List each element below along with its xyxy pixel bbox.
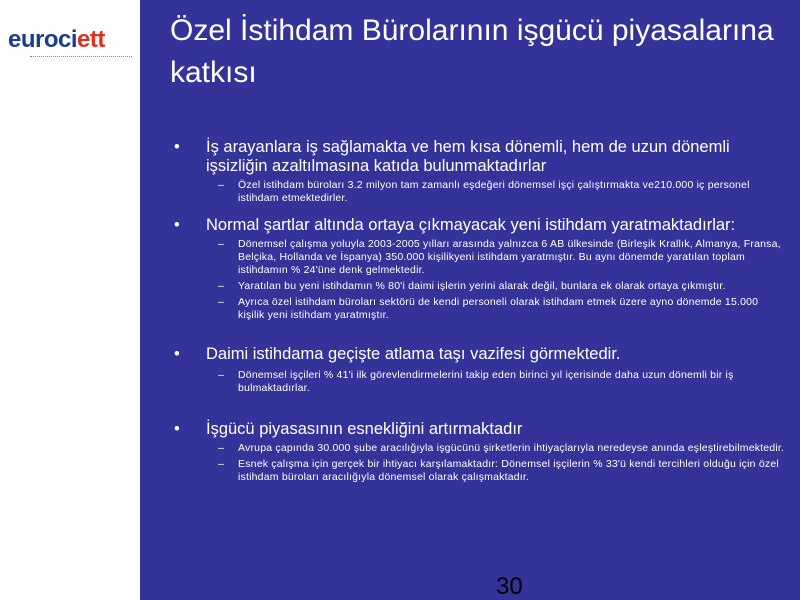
- bullet-icon: •: [174, 138, 180, 156]
- bullet-text: Normal şartlar altında ortaya çıkmayacak yeni istihdam yaratmaktadırlar:: [206, 216, 736, 234]
- sub-bullet-text: Dönemsel işçileri % 41'i ilk görevlendirmelerini takip eden birinci yıl içerisinde daha uzun dönemli bir iş bulmaktadırlar.: [238, 369, 734, 394]
- dash-icon: –: [218, 296, 225, 308]
- bullet-item: [172, 345, 787, 364]
- page-number: 30: [496, 573, 523, 600]
- bullet-icon: •: [174, 420, 180, 438]
- sub-bullet-item: [172, 458, 787, 484]
- logo-tagline-line: [30, 56, 132, 59]
- bullet-item: [172, 138, 787, 176]
- bullet-text: Daimi istihdama geçişte atlama taşı vazifesi görmektedir.: [206, 345, 621, 363]
- logo-text-accent: ett: [77, 26, 105, 53]
- sub-bullet-item: [172, 179, 787, 205]
- sub-bullet-text: Dönemsel çalışma yoluyla 2003-2005 yılları arasında yalnızca 6 AB ülkesinde (Birleşik Krallık, Almanya, Fransa, Belçika, Hollanda ve İspanya) 350.000 kişilikyeni istihdam yaratmıştır. Bu aynı dönemde yaratılan toplam istihdamın % 24'üne denk gelmektedir.: [238, 238, 781, 276]
- sub-bullet-text: Esnek çalışma için gerçek bir ihtiyacı karşılamaktadır: Dönemsel işçilerin % 33'ü kendi tercihleri olduğu için özel istihdam büroları aracılığıyla dönemsel olarak çalışmaktadır.: [238, 458, 779, 483]
- sub-bullet-item: [172, 442, 787, 455]
- dash-icon: –: [218, 238, 225, 250]
- bullet-icon: •: [174, 345, 180, 363]
- sub-bullet-text: Özel istihdam büroları 3.2 milyon tam zamanlı eşdeğeri dönemsel işçi çalıştırmakta ve210.000 iç personel istihdam etmektedirler.: [238, 179, 750, 204]
- sub-bullet-item: [172, 238, 787, 277]
- dash-icon: –: [218, 458, 225, 470]
- bullet-text: İş arayanlara iş sağlamakta ve hem kısa dönemli, hem de uzun dönemli işsizliğin azaltılmasına katıda bulunmaktadırlar: [206, 138, 730, 175]
- logo-sidebar: [0, 0, 140, 600]
- sub-bullet-text: Ayrıca özel istihdam büroları sektörü de kendi personeli olarak istihdam etmek üzere ayno dönemde 15.000 kişilik yeni istihdam yaratmıştır.: [238, 296, 759, 321]
- bullet-icon: •: [174, 216, 180, 234]
- bullet-text: İşgücü piyasasının esnekliğini artırmaktadır: [206, 420, 523, 438]
- sub-bullet-text: Yaratılan bu yeni istihdamın % 80'i daimi işlerin yerini alarak değil, bunlara ek olarak ortaya çıkmıştır.: [238, 280, 726, 292]
- sub-bullet-item: [172, 369, 787, 395]
- slide-title: Özel İstihdam Bürolarının işgücü piyasalarına katkısı: [170, 14, 774, 89]
- slide-content: [172, 138, 787, 484]
- logo-text-main: euroci: [8, 26, 78, 53]
- eurociett-logo: [8, 26, 105, 54]
- dash-icon: –: [218, 369, 225, 381]
- dash-icon: –: [218, 179, 225, 191]
- dash-icon: –: [218, 442, 225, 454]
- slide: [140, 0, 800, 600]
- bullet-item: [172, 216, 787, 235]
- bullet-item: [172, 420, 787, 439]
- sub-bullet-item: [172, 280, 787, 293]
- sub-bullet-item: [172, 296, 787, 322]
- dash-icon: –: [218, 280, 225, 292]
- sub-bullet-text: Avrupa çapında 30.000 şube aracılığıyla işgücünü şirketlerin ihtiyaçlarıyla neredeyse anında eşleştirebilmektedir.: [238, 442, 785, 454]
